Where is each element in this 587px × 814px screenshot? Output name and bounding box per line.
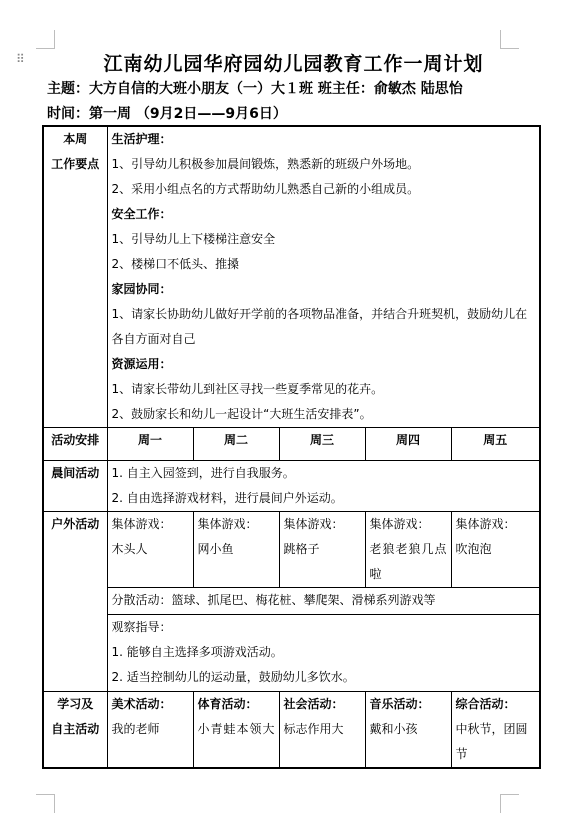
group-game-title: 集体游戏： — [455, 517, 516, 531]
outdoor-scattered-row — [43, 588, 540, 615]
list-item: 1. 自主入园签到，进行自我服务。 — [111, 466, 295, 480]
activity-title: 综合活动： — [455, 697, 516, 711]
list-item: 2. 自由选择游戏材料，进行晨间户外运动。 — [111, 491, 343, 505]
list-item: 2. 适当控制幼儿的运动量，鼓励幼儿多饮水。 — [111, 670, 355, 684]
group-game-wednesday — [279, 512, 365, 588]
group-game-title: 集体游戏： — [111, 517, 172, 531]
section-heading: 安全工作： — [111, 207, 172, 221]
day-thursday: 周四 — [365, 428, 451, 461]
learning-label-line1: 学习及 — [57, 697, 94, 711]
learning-label — [43, 692, 107, 769]
activity-name: 中秋节，团圆节 — [455, 722, 528, 761]
section-heading: 生活护理： — [111, 132, 172, 146]
learning-monday — [107, 692, 193, 769]
learning-tuesday — [193, 692, 279, 769]
observation-guidance — [107, 615, 540, 692]
group-game-name: 吹泡泡 — [455, 542, 492, 556]
group-game-name: 老狼老狼几点啦 — [369, 542, 447, 581]
group-game-thursday — [365, 512, 451, 588]
guidance-title: 观察指导： — [111, 620, 172, 634]
group-game-name: 木头人 — [111, 542, 148, 556]
activity-title: 音乐活动： — [369, 697, 430, 711]
key-points-label-line2: 工作要点 — [51, 157, 100, 171]
group-game-name: 跳格子 — [283, 542, 320, 556]
activity-title: 体育活动： — [197, 697, 258, 711]
section-heading: 家园协同： — [111, 282, 172, 296]
schedule-label: 活动安排 — [43, 428, 107, 461]
activity-name: 标志作用大 — [283, 722, 344, 736]
group-game-title: 集体游戏： — [369, 517, 430, 531]
morning-row — [43, 461, 540, 512]
activity-title: 美术活动： — [111, 697, 172, 711]
learning-row — [43, 692, 540, 769]
morning-label: 晨间活动 — [43, 461, 107, 512]
table-move-handle-icon[interactable]: ⠿ — [16, 52, 26, 66]
day-friday: 周五 — [451, 428, 540, 461]
group-game-monday — [107, 512, 193, 588]
activity-title: 社会活动： — [283, 697, 344, 711]
key-points-content — [107, 126, 540, 428]
scattered-activities: 分散活动：篮球、抓尾巴、梅花桩、攀爬架、滑梯系列游戏等 — [107, 588, 540, 615]
key-points-row — [43, 126, 540, 428]
key-points-label-line1: 本周 — [63, 132, 88, 146]
crop-mark-bottom-left — [36, 794, 55, 813]
activity-name: 戴和小孩 — [369, 722, 418, 736]
schedule-header-row — [43, 428, 540, 461]
list-item: 1. 能够自主选择多项游戏活动。 — [111, 645, 283, 659]
outdoor-label: 户外活动 — [43, 512, 107, 692]
activity-name: 小青蛙本领大 — [197, 722, 275, 736]
learning-thursday — [365, 692, 451, 769]
list-item: 1、请家长带幼儿到社区寻找一些夏季常见的花卉。 — [111, 382, 384, 396]
day-tuesday: 周二 — [193, 428, 279, 461]
page-title: 江南幼儿园华府园幼儿园教育工作一周计划 — [103, 53, 484, 75]
crop-mark-top-right — [500, 30, 519, 49]
crop-mark-bottom-right — [500, 794, 519, 813]
list-item: 2、楼梯口不低头、推搡 — [111, 257, 240, 271]
list-item: 1、请家长协助幼儿做好开学前的各项物品准备，并结合升班契机，鼓励幼儿在各自方面对自己 — [111, 307, 528, 346]
crop-mark-top-left — [36, 30, 55, 49]
learning-friday — [451, 692, 540, 769]
group-game-title: 集体游戏： — [283, 517, 344, 531]
group-game-tuesday — [193, 512, 279, 588]
day-wednesday: 周三 — [279, 428, 365, 461]
list-item: 1、引导幼儿积极参加晨间锻炼，熟悉新的班级户外场地。 — [111, 157, 420, 171]
list-item: 2、采用小组点名的方式帮助幼儿熟悉自己新的小组成员。 — [111, 182, 420, 196]
day-monday: 周一 — [107, 428, 193, 461]
group-game-title: 集体游戏： — [197, 517, 258, 531]
theme-line: 主题：大方自信的大班小朋友（一）大１班 班主任：俞敏杰 陆思怡 — [47, 81, 463, 97]
learning-label-line2: 自主活动 — [51, 722, 100, 736]
list-item: 1、引导幼儿上下楼梯注意安全 — [111, 232, 276, 246]
key-points-label — [43, 126, 107, 428]
group-game-name: 网小鱼 — [197, 542, 234, 556]
morning-content — [107, 461, 540, 512]
activity-name: 我的老师 — [111, 722, 160, 736]
list-item: 2、鼓励家长和幼儿一起设计“大班生活安排表”。 — [111, 407, 372, 421]
weekly-plan-table — [42, 125, 541, 769]
outdoor-guidance-row — [43, 615, 540, 692]
learning-wednesday — [279, 692, 365, 769]
outdoor-group-games-row — [43, 512, 540, 588]
time-line: 时间：第一周 （9月2日——9月6日） — [47, 106, 287, 122]
group-game-friday — [451, 512, 540, 588]
section-heading: 资源运用： — [111, 357, 172, 371]
